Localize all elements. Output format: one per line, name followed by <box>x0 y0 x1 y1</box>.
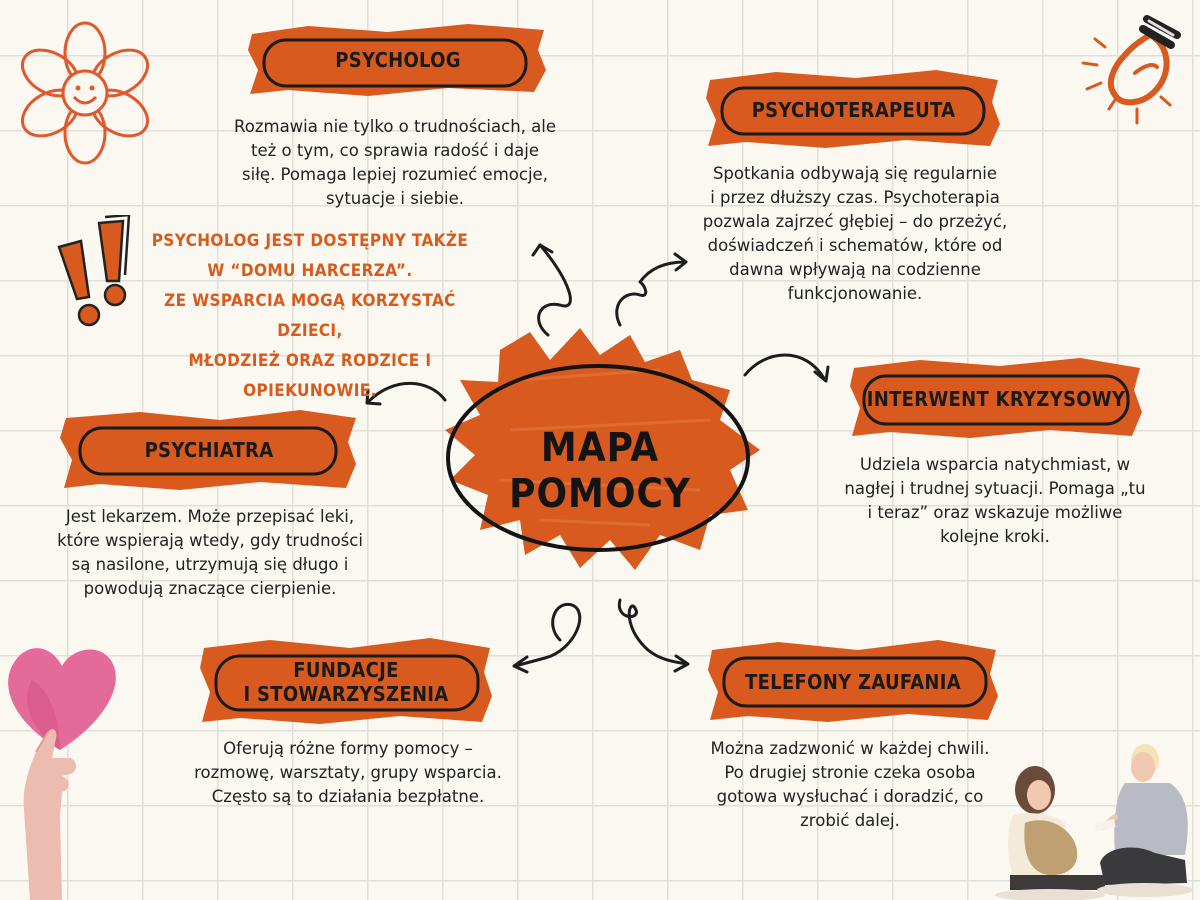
node-label: INTERWENT KRYZYSOWY <box>866 387 1126 411</box>
node-label: PSYCHOTERAPEUTA <box>751 98 956 122</box>
description-line: Jest lekarzem. Może przepisać leki, <box>65 507 355 526</box>
note-line: PSYCHOLOG JEST DOSTĘPNY TAKŻE <box>151 231 469 251</box>
description-line: zrobić dalej. <box>800 811 900 830</box>
note-line: W “DOMU HARCERZA”. <box>207 261 413 281</box>
psychoterapeuta-description <box>680 162 1030 306</box>
description-line: są nasilone, utrzymują się długo i <box>71 555 349 574</box>
telefony-description <box>685 737 1015 833</box>
description-line: Często są to działania bezpłatne. <box>211 787 485 806</box>
description-line: sytuacje i siebie. <box>325 189 465 208</box>
description-line: też o tym, co sprawia radość i daje <box>250 141 539 160</box>
node-label-line1: FUNDACJE <box>293 658 399 682</box>
description-line: rozmowę, warsztaty, grupy wsparcia. <box>194 763 502 782</box>
availability-note <box>140 226 480 406</box>
psychiatra-description <box>40 505 380 601</box>
description-line: Spotkania odbywają się regularnie <box>712 164 998 183</box>
node-psychiatra <box>60 408 358 492</box>
interwent-description <box>825 453 1165 549</box>
arrow-to-fundacje <box>515 604 580 666</box>
description-line: Udziela wsparcia natychmiast, w <box>859 455 1131 474</box>
center-title: MAPA POMOCY <box>509 425 691 517</box>
psycholog-description <box>220 115 570 211</box>
description-line: siłę. Pomaga lepiej rozumieć emocje, <box>242 165 548 184</box>
node-psycholog <box>248 20 548 100</box>
arrow-to-psychoterapeuta <box>617 262 685 325</box>
description-line: funkcjonowanie. <box>787 284 923 303</box>
description-line: doświadczeń i schematów, które od <box>707 236 1003 255</box>
description-line: Rozmawia nie tylko o trudnościach, ale <box>234 117 556 136</box>
description-line: gotowa wysłuchać i doradzić, co <box>716 787 984 806</box>
description-line: dawna wpływają na codzienne <box>729 260 981 279</box>
description-line: nagłej i trudnej sytuacji. Pomaga „tu <box>844 479 1146 498</box>
node-interwent <box>850 356 1142 442</box>
description-line: i teraz” oraz wskazuje możliwe <box>867 503 1123 522</box>
node-psychoterapeuta <box>706 68 1001 152</box>
description-line: Oferują różne formy pomocy – <box>223 739 473 758</box>
description-line: pozwala zajrzeć głębiej – do przeżyć, <box>702 212 1008 231</box>
description-line: i przez dłuższy czas. Psychoterapia <box>710 188 1000 207</box>
node-label: PSYCHIATRA <box>144 438 274 462</box>
note-line: ZE WSPARCIA MOGĄ KORZYSTAĆ DZIECI, <box>164 291 456 341</box>
description-line: kolejne kroki. <box>940 527 1050 546</box>
node-telefony <box>708 640 998 724</box>
node-label <box>200 638 492 726</box>
node-label-line2: I STOWARZYSZENIA <box>243 682 449 706</box>
description-line: Po drugiej stronie czeka osoba <box>724 763 976 782</box>
description-line: Można zadzwonić w każdej chwili. <box>710 739 990 758</box>
node-label: TELEFONY ZAUFANIA <box>745 670 961 694</box>
note-line: MŁODZIEŻ ORAZ RODZICE I OPIEKUNOWIE. <box>188 351 432 401</box>
description-line: które wspierają wtedy, gdy trudności <box>57 531 363 550</box>
node-fundacje <box>200 638 492 726</box>
fundacje-description <box>178 737 518 809</box>
description-line: powodują znaczące cierpienie. <box>83 579 337 598</box>
arrow-to-telefony <box>619 600 687 664</box>
node-label: PSYCHOLOG <box>335 48 461 72</box>
